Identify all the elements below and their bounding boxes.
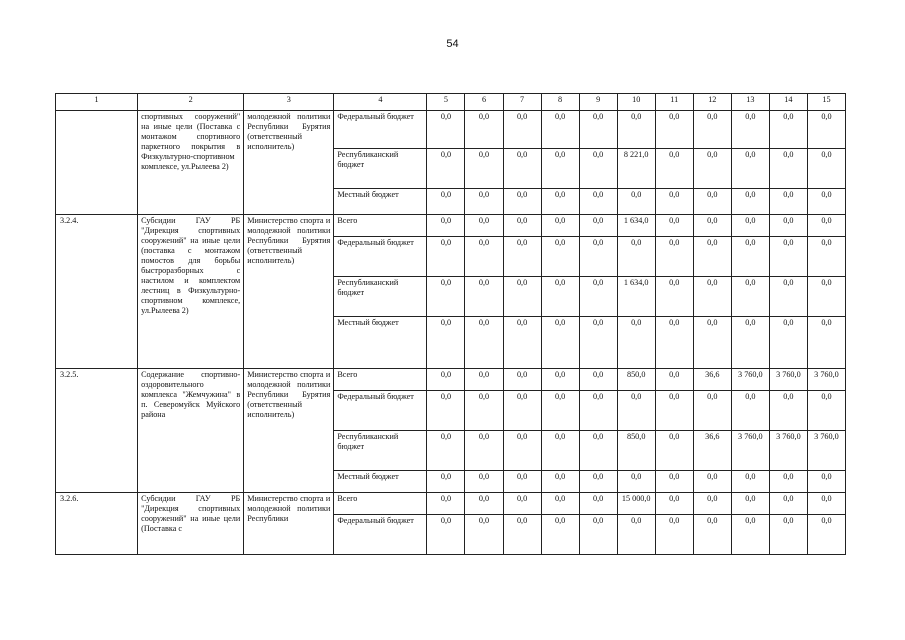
amount-cell: 0,0 [655,277,693,317]
page-number: 54 [446,38,459,50]
amount-cell: 850,0 [617,431,655,471]
amount-cell: 0,0 [769,391,807,431]
amount-cell: 0,0 [655,431,693,471]
amount-cell: 0,0 [541,111,579,149]
column-header: 11 [655,94,693,111]
funding-source: Федеральный бюджет [334,515,427,555]
amount-cell: 0,0 [503,391,541,431]
amount-cell: 0,0 [465,111,503,149]
amount-cell: 0,0 [731,317,769,369]
amount-cell: 0,0 [731,111,769,149]
amount-cell: 0,0 [503,317,541,369]
amount-cell: 0,0 [503,111,541,149]
amount-cell: 0,0 [465,471,503,493]
amount-cell: 0,0 [769,317,807,369]
amount-cell: 0,0 [503,237,541,277]
amount-cell: 850,0 [617,369,655,391]
amount-cell: 0,0 [503,277,541,317]
amount-cell: 0,0 [655,317,693,369]
amount-cell: 8 221,0 [617,149,655,189]
item-number [56,111,138,215]
table-row [56,369,846,391]
item-executor: Министерство спорта и молодежной политики Республики Бурятия (ответственный исполнитель) [244,369,334,493]
column-header: 8 [541,94,579,111]
amount-cell: 0,0 [579,317,617,369]
column-header: 15 [807,94,845,111]
amount-cell: 0,0 [807,493,845,515]
amount-cell: 0,0 [465,277,503,317]
column-header: 10 [617,94,655,111]
amount-cell: 0,0 [427,111,465,149]
amount-cell: 0,0 [655,493,693,515]
amount-cell: 0,0 [579,149,617,189]
table-row [56,111,846,149]
amount-cell: 3 760,0 [731,369,769,391]
amount-cell: 36,6 [693,369,731,391]
amount-cell: 1 634,0 [617,215,655,237]
amount-cell: 0,0 [731,493,769,515]
amount-cell: 0,0 [541,215,579,237]
column-header: 7 [503,94,541,111]
amount-cell: 0,0 [693,237,731,277]
amount-cell: 0,0 [807,515,845,555]
amount-cell: 0,0 [693,471,731,493]
amount-cell: 0,0 [617,471,655,493]
amount-cell: 3 760,0 [807,431,845,471]
amount-cell: 0,0 [693,317,731,369]
amount-cell: 0,0 [579,369,617,391]
amount-cell: 0,0 [579,111,617,149]
amount-cell: 0,0 [769,493,807,515]
amount-cell: 0,0 [541,149,579,189]
amount-cell: 0,0 [769,515,807,555]
item-number: 3.2.4. [56,215,138,369]
amount-cell: 0,0 [807,237,845,277]
amount-cell: 0,0 [503,493,541,515]
amount-cell: 0,0 [465,431,503,471]
amount-cell: 0,0 [769,111,807,149]
amount-cell: 0,0 [579,391,617,431]
item-name: спортивных сооружений" на иные цели (Поставка с монтажом спортивного паркетного покрытия в Физкультурно-спортивном комплексе, ул.Рылеева 2) [138,111,244,215]
amount-cell: 0,0 [427,149,465,189]
amount-cell: 0,0 [465,149,503,189]
amount-cell: 0,0 [693,149,731,189]
column-header: 2 [138,94,244,111]
amount-cell: 0,0 [617,515,655,555]
amount-cell: 0,0 [769,277,807,317]
item-number: 3.2.6. [56,493,138,555]
amount-cell: 3 760,0 [769,431,807,471]
amount-cell: 0,0 [503,369,541,391]
amount-cell: 0,0 [541,317,579,369]
column-header: 12 [693,94,731,111]
table-row [56,215,846,237]
amount-cell: 0,0 [541,369,579,391]
amount-cell: 0,0 [465,369,503,391]
amount-cell: 0,0 [617,237,655,277]
amount-cell: 0,0 [579,277,617,317]
amount-cell: 0,0 [731,471,769,493]
amount-cell: 0,0 [503,149,541,189]
amount-cell: 0,0 [427,215,465,237]
table-row [56,493,846,515]
funding-source: Республиканский бюджет [334,149,427,189]
amount-cell: 0,0 [427,391,465,431]
amount-cell: 0,0 [693,215,731,237]
amount-cell: 0,0 [427,369,465,391]
amount-cell: 0,0 [541,431,579,471]
funding-source: Местный бюджет [334,317,427,369]
amount-cell: 0,0 [503,515,541,555]
amount-cell: 0,0 [427,471,465,493]
funding-source: Федеральный бюджет [334,391,427,431]
amount-cell: 1 634,0 [617,277,655,317]
amount-cell: 0,0 [541,515,579,555]
amount-cell: 0,0 [579,237,617,277]
column-header: 13 [731,94,769,111]
amount-cell: 0,0 [465,515,503,555]
amount-cell: 15 000,0 [617,493,655,515]
amount-cell: 36,6 [693,431,731,471]
budget-table [55,93,846,555]
amount-cell: 0,0 [503,215,541,237]
amount-cell: 0,0 [503,471,541,493]
amount-cell: 0,0 [807,391,845,431]
amount-cell: 0,0 [465,237,503,277]
funding-source: Всего [334,369,427,391]
amount-cell: 0,0 [655,215,693,237]
amount-cell: 0,0 [655,237,693,277]
amount-cell: 0,0 [427,277,465,317]
funding-source: Федеральный бюджет [334,111,427,149]
amount-cell: 0,0 [617,111,655,149]
amount-cell: 0,0 [769,471,807,493]
column-header-row [56,94,846,111]
amount-cell: 0,0 [655,189,693,215]
funding-source: Федеральный бюджет [334,237,427,277]
amount-cell: 3 760,0 [731,431,769,471]
amount-cell: 0,0 [655,149,693,189]
amount-cell: 0,0 [731,515,769,555]
amount-cell: 0,0 [807,111,845,149]
amount-cell: 0,0 [541,277,579,317]
amount-cell: 0,0 [769,189,807,215]
amount-cell: 0,0 [617,317,655,369]
amount-cell: 0,0 [693,277,731,317]
amount-cell: 3 760,0 [769,369,807,391]
amount-cell: 0,0 [465,391,503,431]
amount-cell: 0,0 [579,515,617,555]
amount-cell: 0,0 [807,277,845,317]
amount-cell: 0,0 [541,237,579,277]
amount-cell: 0,0 [693,493,731,515]
amount-cell: 0,0 [503,189,541,215]
amount-cell: 0,0 [579,431,617,471]
column-header: 6 [465,94,503,111]
funding-source: Республиканский бюджет [334,277,427,317]
amount-cell: 0,0 [427,237,465,277]
amount-cell: 0,0 [579,215,617,237]
amount-cell: 0,0 [579,493,617,515]
amount-cell: 0,0 [655,111,693,149]
amount-cell: 0,0 [693,189,731,215]
amount-cell: 3 760,0 [807,369,845,391]
amount-cell: 0,0 [617,391,655,431]
amount-cell: 0,0 [807,471,845,493]
column-header: 5 [427,94,465,111]
item-executor: Министерство спорта и молодежной политики Республики Бурятия (ответственный исполнитель) [244,215,334,369]
item-executor: Министерство спорта и молодежной политики Республики [244,493,334,555]
amount-cell: 0,0 [655,515,693,555]
amount-cell: 0,0 [427,431,465,471]
amount-cell: 0,0 [693,111,731,149]
amount-cell: 0,0 [503,431,541,471]
amount-cell: 0,0 [731,149,769,189]
amount-cell: 0,0 [617,189,655,215]
amount-cell: 0,0 [541,189,579,215]
funding-source: Местный бюджет [334,189,427,215]
amount-cell: 0,0 [579,189,617,215]
amount-cell: 0,0 [731,237,769,277]
amount-cell: 0,0 [731,277,769,317]
amount-cell: 0,0 [807,215,845,237]
amount-cell: 0,0 [579,471,617,493]
item-number: 3.2.5. [56,369,138,493]
item-name: Субсидии ГАУ РБ "Дирекция спортивных сооружений" на иные цели (поставка с монтажом помостов для борьбы быстроразборных с настилом и комплектом лестниц в Физкультурно-спортивном комплексе, ул.Рылеева 2) [138,215,244,369]
funding-source: Всего [334,215,427,237]
amount-cell: 0,0 [427,317,465,369]
amount-cell: 0,0 [769,149,807,189]
column-header: 4 [334,94,427,111]
funding-source: Республиканский бюджет [334,431,427,471]
amount-cell: 0,0 [693,391,731,431]
amount-cell: 0,0 [807,189,845,215]
column-header: 9 [579,94,617,111]
amount-cell: 0,0 [427,515,465,555]
item-executor: молодежной политики Республики Бурятия (ответственный исполнитель) [244,111,334,215]
amount-cell: 0,0 [541,391,579,431]
amount-cell: 0,0 [731,189,769,215]
funding-source: Местный бюджет [334,471,427,493]
amount-cell: 0,0 [465,215,503,237]
amount-cell: 0,0 [541,471,579,493]
amount-cell: 0,0 [465,493,503,515]
amount-cell: 0,0 [655,391,693,431]
amount-cell: 0,0 [427,189,465,215]
amount-cell: 0,0 [731,215,769,237]
column-header: 3 [244,94,334,111]
amount-cell: 0,0 [655,369,693,391]
amount-cell: 0,0 [769,215,807,237]
column-header: 14 [769,94,807,111]
amount-cell: 0,0 [807,317,845,369]
amount-cell: 0,0 [427,493,465,515]
amount-cell: 0,0 [807,149,845,189]
amount-cell: 0,0 [769,237,807,277]
amount-cell: 0,0 [655,471,693,493]
amount-cell: 0,0 [731,391,769,431]
funding-source: Всего [334,493,427,515]
item-name: Субсидии ГАУ РБ "Дирекция спортивных сооружений" на иные цели (Поставка с [138,493,244,555]
amount-cell: 0,0 [541,493,579,515]
amount-cell: 0,0 [693,515,731,555]
item-name: Содержание спортивно-оздоровительного комплекса "Жемчужина" в п. Северомуйск Муйского района [138,369,244,493]
amount-cell: 0,0 [465,317,503,369]
column-header: 1 [56,94,138,111]
amount-cell: 0,0 [465,189,503,215]
